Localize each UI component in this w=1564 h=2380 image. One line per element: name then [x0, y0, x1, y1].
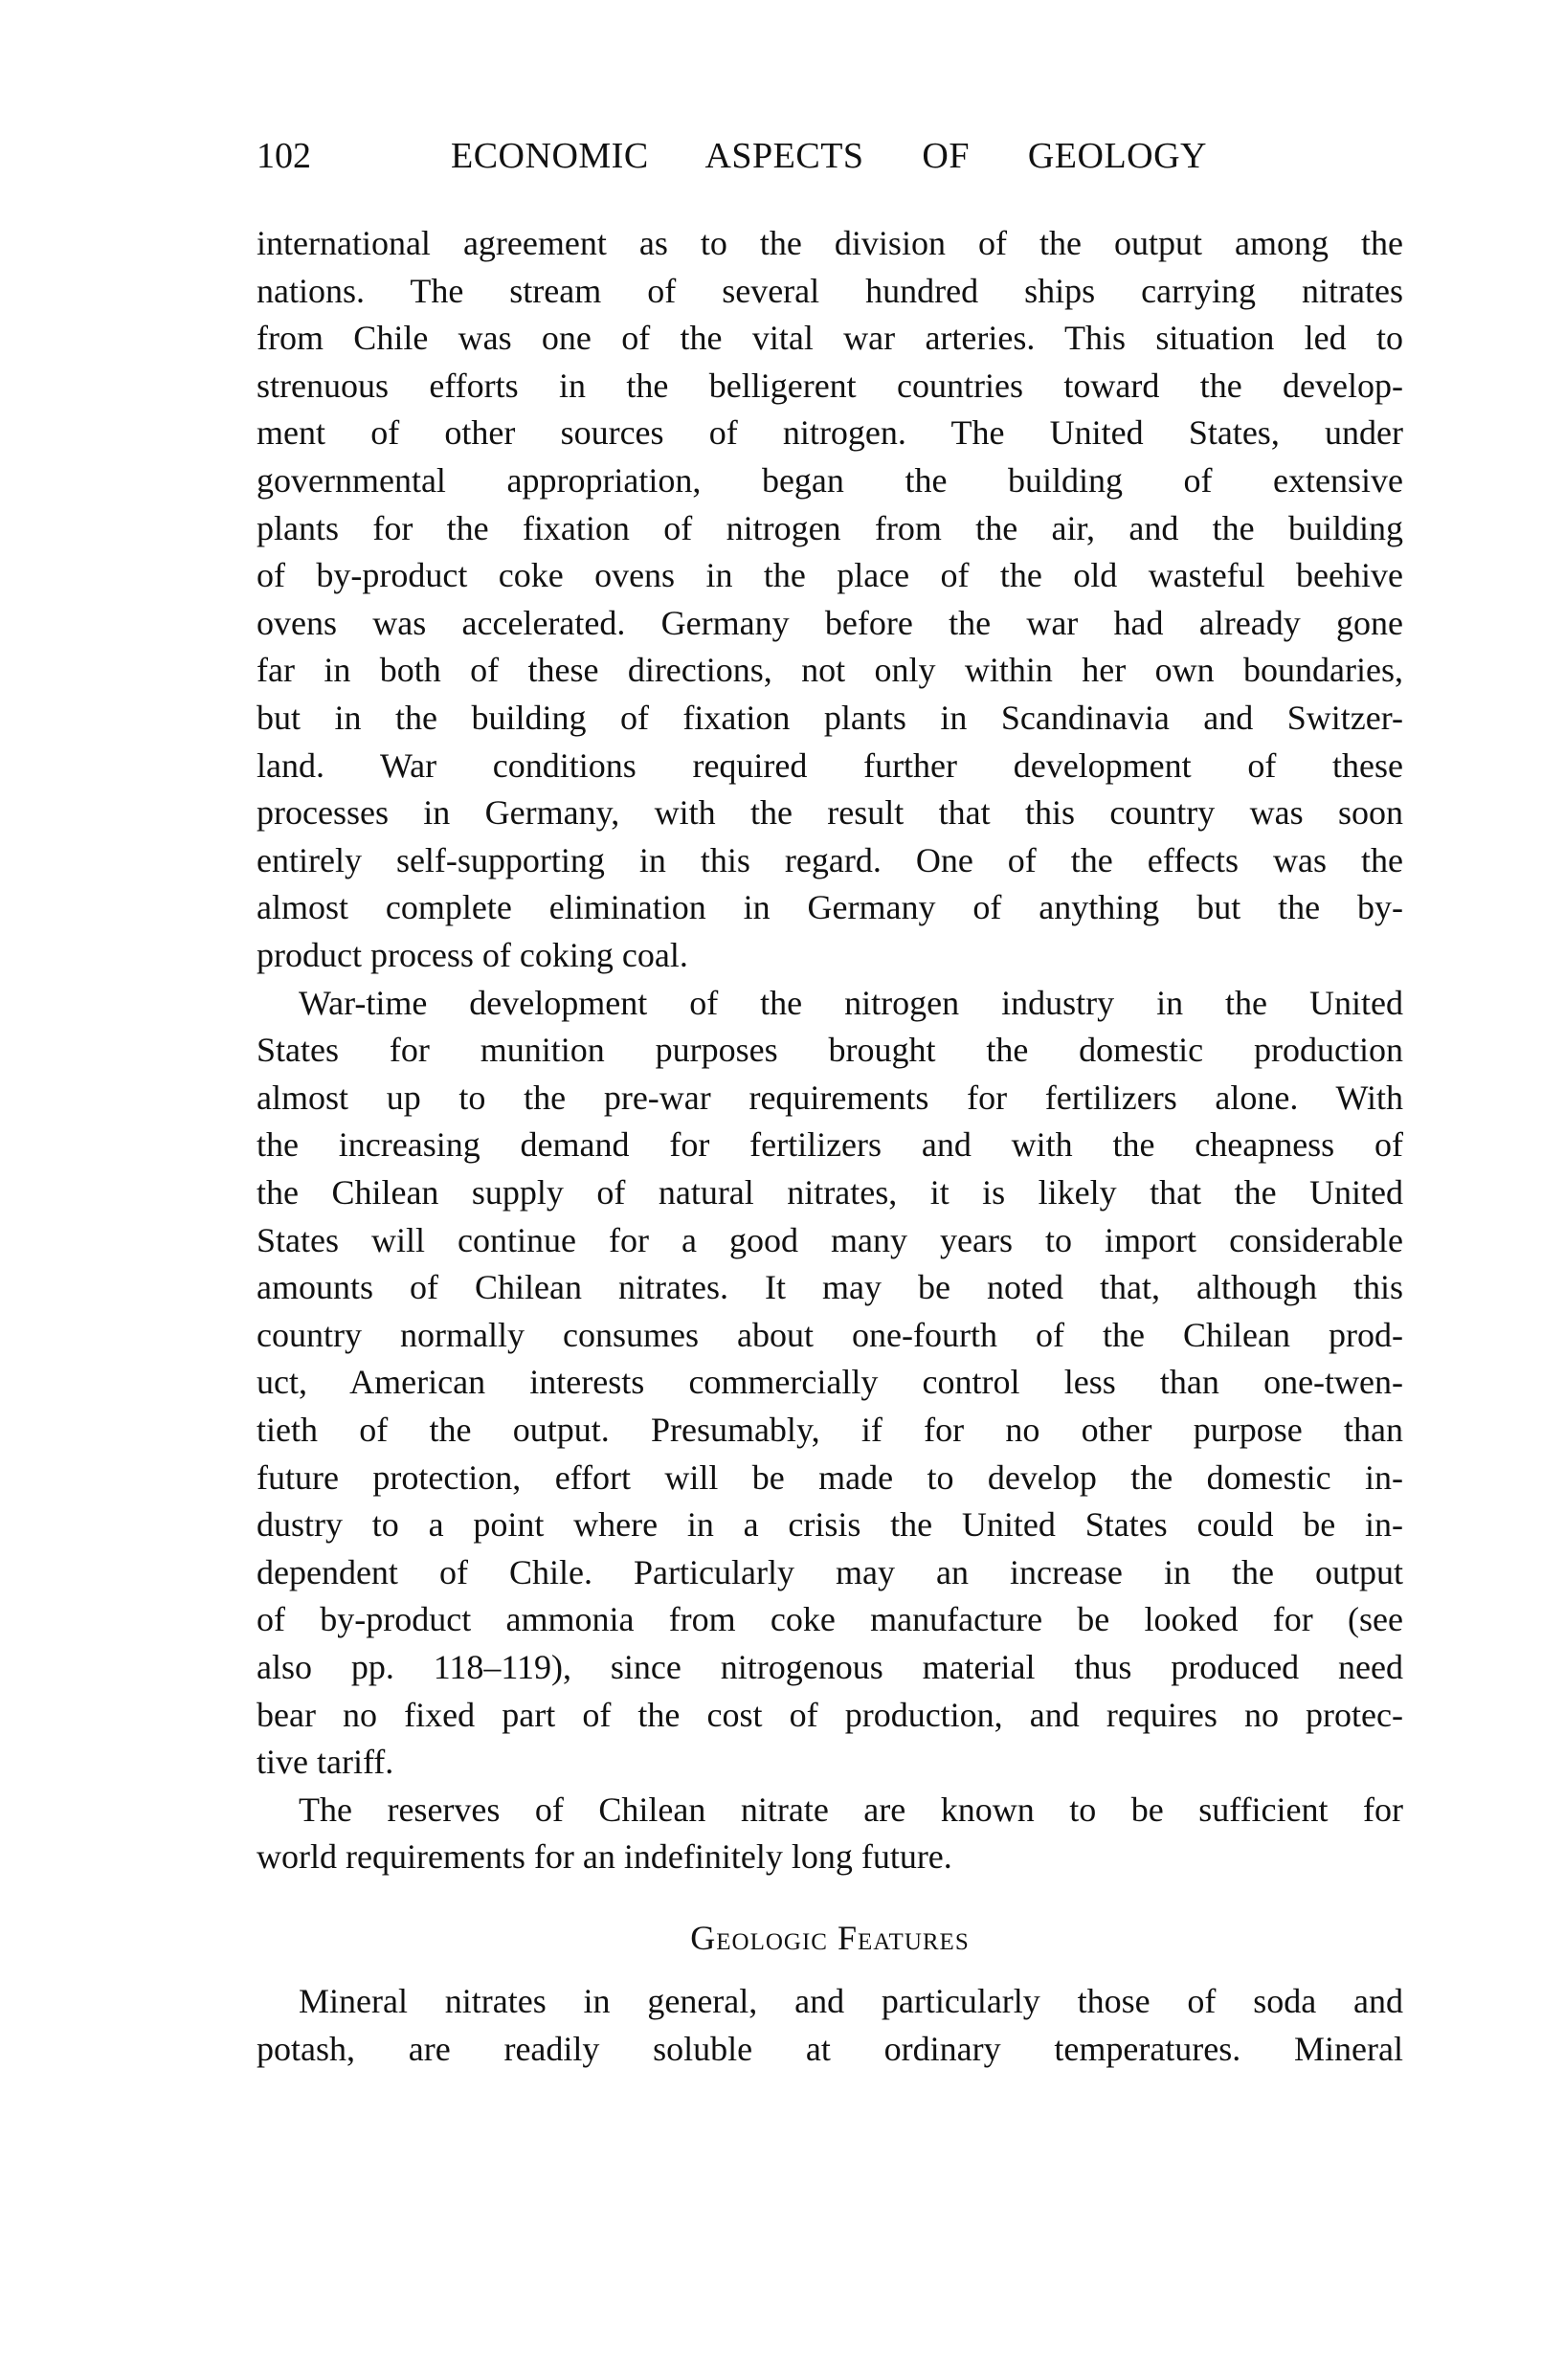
text-line: international agreement as to the division of the output among the [257, 224, 1403, 262]
text-line: plants for the fixation of nitrogen from the air, and the building [257, 508, 1403, 547]
text-line: of by-product coke ovens in the place of the old wasteful beehive [257, 556, 1403, 595]
paragraph-first-line: Mineral nitrates in general, and particularly those of soda and [299, 1982, 1403, 2020]
running-head [257, 134, 1214, 178]
text-line: strenuous efforts in the belligerent countries toward the develop- [257, 366, 1403, 405]
text-line: ovens was accelerated. Germany before the war had already gone [257, 603, 1403, 642]
text-line: from Chile was one of the vital war arteries. This situation led to [257, 319, 1403, 358]
text-line: processes in Germany, with the result that this country was soon [257, 793, 1403, 833]
text-line: product process of coking coal. [257, 936, 688, 974]
text-line: States for munition purposes brought the domestic production [257, 1031, 1403, 1070]
text-line: States will continue for a good many years to import considerable [257, 1220, 1403, 1259]
text-line: almost up to the pre-war requirements for fertilizers alone. With [257, 1078, 1403, 1117]
paragraph-first-line: The reserves of Chilean nitrate are known to be sufficient for [299, 1790, 1403, 1829]
paragraph-first-line: War-time development of the nitrogen industry in the United [299, 983, 1403, 1022]
text-line: entirely self-supporting in this regard. One of the effects was the [257, 840, 1403, 879]
text-line: uct, American interests commercially control less than one-twen- [257, 1363, 1403, 1402]
section-heading: Geologic Features [690, 1919, 970, 1957]
running-title: ECONOMIC ASPECTS OF GEOLOGY [451, 136, 1207, 176]
text-line: of by-product ammonia from coke manufacture be looked for (see [257, 1600, 1403, 1639]
text-line: dustry to a point where in a crisis the United States could be in- [257, 1505, 1403, 1545]
text-line: tive tariff. [257, 1743, 394, 1782]
text-line: bear no fixed part of the cost of production, and requires no protec- [257, 1695, 1403, 1734]
text-line: also pp. 118–119), since nitrogenous material thus produced need [257, 1648, 1403, 1686]
text-line: almost complete elimination in Germany of anything but the by- [257, 888, 1403, 927]
text-line: nations. The stream of several hundred ships carrying nitrates [257, 271, 1403, 310]
text-line: country normally consumes about one-fourth of the Chilean prod- [257, 1315, 1403, 1354]
text-line: land. War conditions required further development of these [257, 745, 1403, 785]
text-line: world requirements for an indefinitely long future. [257, 1837, 952, 1877]
text-line: but in the building of fixation plants in Scandinavia and Switzer- [257, 699, 1403, 737]
text-line: future protection, effort will be made to develop the domestic in- [257, 1457, 1403, 1497]
page-number: 102 [257, 136, 311, 176]
text-line: far in both of these directions, not only within her own boundaries, [257, 651, 1403, 690]
text-line: the Chilean supply of natural nitrates, it is likely that the United [257, 1173, 1403, 1212]
text-line: the increasing demand for fertilizers and with the cheapness of [257, 1125, 1403, 1165]
text-line: potash, are readily soluble at ordinary temperatures. Mineral [257, 2029, 1403, 2068]
text-line: governmental appropriation, began the building of extensive [257, 461, 1403, 500]
text-line: ment of other sources of nitrogen. The United States, under [257, 413, 1403, 453]
text-line: tieth of the output. Presumably, if for no other purpose than [257, 1411, 1403, 1449]
text-line: dependent of Chile. Particularly may an increase in the output [257, 1552, 1403, 1591]
text-line: amounts of Chilean nitrates. It may be noted that, although this [257, 1268, 1403, 1307]
